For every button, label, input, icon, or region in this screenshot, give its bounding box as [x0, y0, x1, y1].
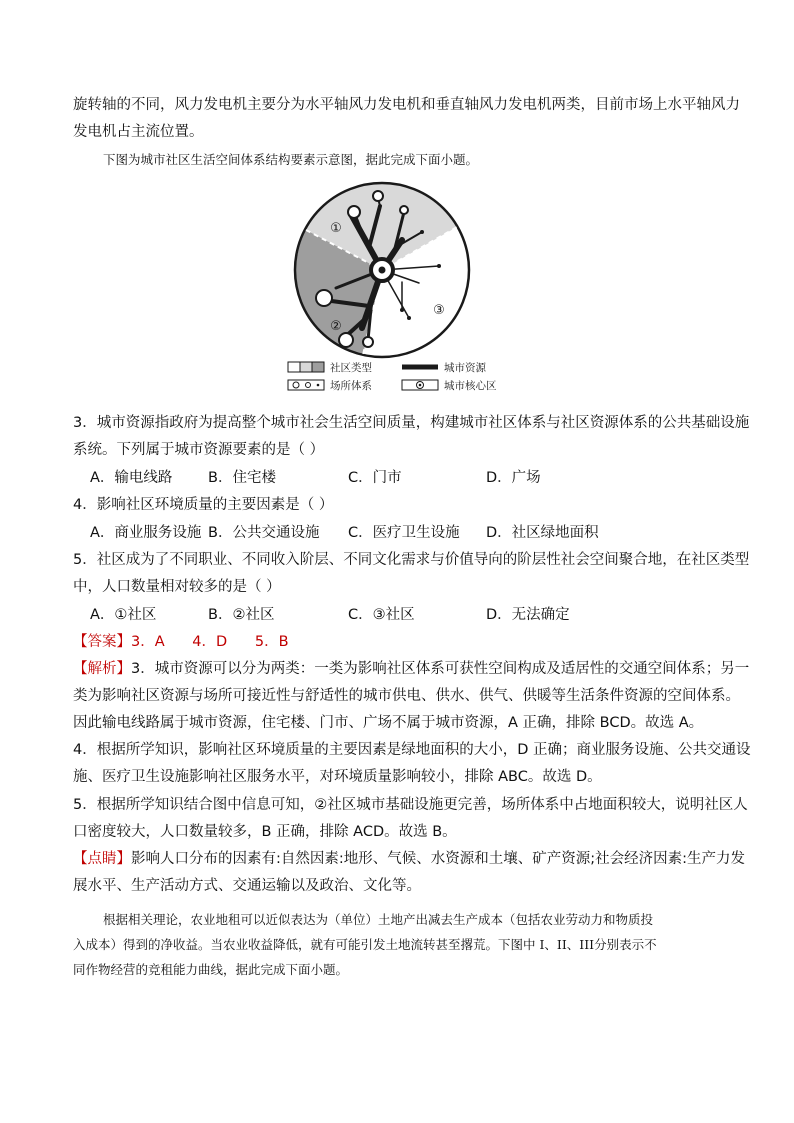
q3-line-2: 系统。下列属于城市资源要素的是（ ） — [73, 442, 325, 458]
q5-option-c: C．③社区 — [348, 607, 415, 623]
q3-option-a: A．输电线路 — [90, 470, 173, 486]
q4-line-1: 4．影响社区环境质量的主要因素是（ ） — [73, 497, 334, 513]
region-label-2: ② — [330, 319, 342, 334]
stem2-line-3: 同作物经营的竞租能力曲线，据此完成下面小题。 — [73, 962, 349, 977]
intro-line-2: 发电机占主流位置。 — [73, 124, 204, 140]
region-label-1: ① — [330, 221, 342, 236]
analysis-line-2: 类为影响社区资源与场所可接近性与舒适性的城市供电、供水、供气、供暖等生活条件资源的空间体系。 — [73, 688, 740, 704]
q5-option-d: D．无法确定 — [486, 607, 570, 623]
comment-line-2: 展水平、生产活动方式、交通运输以及政治、文化等。 — [73, 878, 421, 894]
legend-urban-core: 城市核心区 — [444, 380, 497, 392]
q5-line-1: 5．社区成为了不同职业、不同收入阶层、不同文化需求与价值导向的阶层性社会空间聚合地，在社区类型 — [73, 552, 750, 568]
answer-line — [73, 632, 289, 652]
q3-option-b: B．住宅楼 — [208, 470, 276, 486]
q3-option-c: C．门市 — [348, 470, 402, 486]
q4-option-b: B．公共交通设施 — [208, 525, 320, 541]
comment-tag: 【点睛】 — [73, 851, 131, 867]
q5-option-b: B．②社区 — [208, 607, 275, 623]
answer-tag: 【答案】 — [73, 634, 131, 650]
analysis-line-5: 施、医疗卫生设施影响社区服务水平，对环境质量影响较小，排除 ABC。故选 D。 — [73, 769, 602, 785]
analysis-line-6: 5．根据所学知识结合图中信息可知，②社区城市基础设施更完善，场所体系中占地面积较大，说明社区人 — [73, 797, 748, 813]
analysis-line-7: 口密度较大，人口数量较多，B 正确，排除 ACD。故选 B。 — [73, 824, 457, 840]
analysis-line-4: 4．根据所学知识，影响社区环境质量的主要因素是绿地面积的大小，D 正确；商业服务设施、公共交通设 — [73, 742, 751, 758]
figure-stem: 下图为城市社区生活空间体系结构要素示意图，据此完成下面小题。 — [103, 152, 479, 167]
comment-line-1 — [73, 849, 745, 869]
community-structure-diagram — [284, 178, 514, 398]
analysis-tag: 【解析】 — [73, 661, 131, 677]
q5-line-2: 中，人口数量相对较多的是（ ） — [73, 579, 281, 595]
q4-option-a: A．商业服务设施 — [90, 525, 202, 541]
analysis-line-3: 因此输电线路属于城市资源，住宅楼、门市、广场不属于城市资源，A 正确，排除 BCD。故选 A。 — [73, 715, 704, 731]
q4-option-d: D．社区绿地面积 — [486, 525, 599, 541]
legend-urban-resource: 城市资源 — [444, 362, 486, 374]
intro-line-1: 旋转轴的不同，风力发电机主要分为水平轴风力发电机和垂直轴风力发电机两类，目前市场上水平轴风力 — [73, 97, 740, 113]
analysis-line-1 — [73, 659, 749, 679]
legend-community-type: 社区类型 — [330, 362, 372, 374]
region-label-3: ③ — [433, 303, 445, 318]
analysis-text-1: 3．城市资源可以分为两类：一类为影响社区体系可获性空间构成及适居性的交通空间体系；另一 — [131, 661, 750, 677]
legend-venue-system: 场所体系 — [330, 380, 372, 392]
stem2-line-1: 根据相关理论，农业地租可以近似表达为（单位）土地产出减去生产成本（包括农业劳动力和物质投 — [103, 912, 654, 927]
q3-option-d: D．广场 — [486, 470, 541, 486]
answer-text: 3．A 4．D 5．B — [131, 634, 289, 650]
stem2-line-2: 入成本）得到的净收益。当农业收益降低，就有可能引发土地流转甚至撂荒。下图中 I、II、III分别表示不 — [73, 937, 657, 952]
q5-option-a: A．①社区 — [90, 607, 157, 623]
q4-option-c: C．医疗卫生设施 — [348, 525, 460, 541]
comment-text-1: 影响人口分布的因素有:自然因素:地形、气候、水资源和土壤、矿产资源;社会经济因素:生产力发 — [131, 851, 746, 867]
q3-line-1: 3．城市资源指政府为提高整个城市社会生活空间质量，构建城市社区体系与社区资源体系的公共基础设施 — [73, 415, 750, 431]
